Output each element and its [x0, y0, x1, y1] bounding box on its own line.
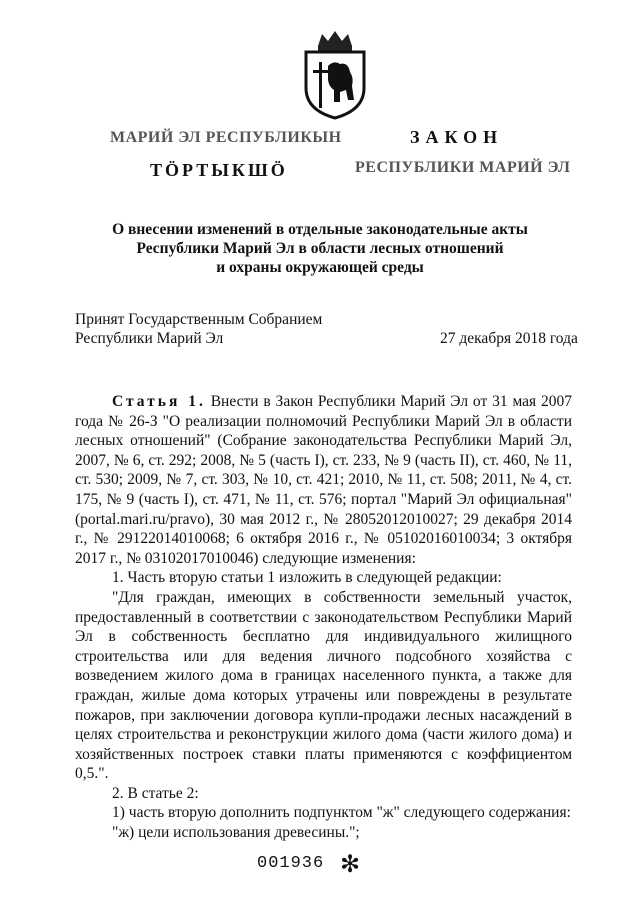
item-2: 2. В статье 2: [112, 784, 199, 802]
item-1-quote: "Для граждан, имеющих в собственности земельный участок, предоставленный в соответствии с законодательством Республики Марий Эл в собственность бесплатно для индивидуального жилищного строительства или для ведения личного подсобного хозяйства с возведением жилого дома в границах населенного пункта, а также для граждан, жилые дома которых утрачены или повреждены в результате пожаров, при заключении договора купли-продажи лесных насаждений в целях строительства и реконструкции жилого дома (части жилого дома) и хозяйственных построек ставки платы применяются с коэффициентом 0,5.". [75, 588, 572, 783]
article-1 [75, 392, 572, 843]
adoption-date: 27 декабря 2018 года [440, 330, 578, 347]
header-left-line1: МАРИЙ ЭЛ РЕСПУБЛИКЫН [110, 129, 342, 146]
adoption-line1: Принят Государственным Собранием [75, 311, 323, 328]
adoption-statement [75, 310, 322, 348]
coat-of-arms-icon [300, 28, 370, 120]
law-title-line2: Республики Марий Эл в области лесных отношений [136, 240, 504, 257]
item-1: 1. Часть вторую статьи 1 изложить в следующей редакции: [112, 569, 502, 587]
adoption-line2: Республики Марий Эл [75, 330, 224, 347]
document-serial-number: 001936 [257, 854, 325, 873]
item-2-subitem-1-text: "ж) цели использования древесины."; [112, 824, 360, 842]
header-right-line2: РЕСПУБЛИКИ МАРИЙ ЭЛ [355, 159, 571, 176]
law-title-line1: О внесении изменений в отдельные законодательные акты [112, 221, 528, 238]
law-title-line3: и охраны окружающей среды [216, 259, 424, 276]
article-1-intro: Внести в Закон Республики Марий Эл от 31 мая 2007 года № 26-З "О реализации полномочий Республики Марий Эл в области лесных отношений" (Собрание законодательства Республики Марий Эл, 2007, № 6, ст. 292; 2008, № 5 (часть I), ст. 233, № 9 (часть II), ст. 460, № 11, ст. 530; 2009, № 7, ст. 303, № 10, ст. 421; 2010, № 11, ст. 508; 2011, № 4, ст. 175, № 9 (часть I), ст. 471, № 11, ст. 576; портал "Марий Эл официальная" (portal.mari.ru/pravo), 30 мая 2012 г., № 28052012010027; 29 декабря 2014 г., № 29122014010068; 6 октября 2016 г., № 05102016010034; 3 октября 2017 г., № 03102017010046) следующие изменения: [75, 393, 573, 567]
header-left-line2: ТӦРТЫКШӦ [150, 160, 288, 180]
footer-mark: ✻ [340, 852, 361, 878]
item-2-subitem-1: 1) часть вторую дополнить подпунктом "ж" следующего содержания: [112, 804, 571, 822]
law-title [60, 220, 580, 277]
article-1-intro-paragraph [75, 392, 572, 568]
header-right-line1: ЗАКОН [410, 127, 504, 147]
article-heading: Статья 1. [112, 393, 206, 410]
